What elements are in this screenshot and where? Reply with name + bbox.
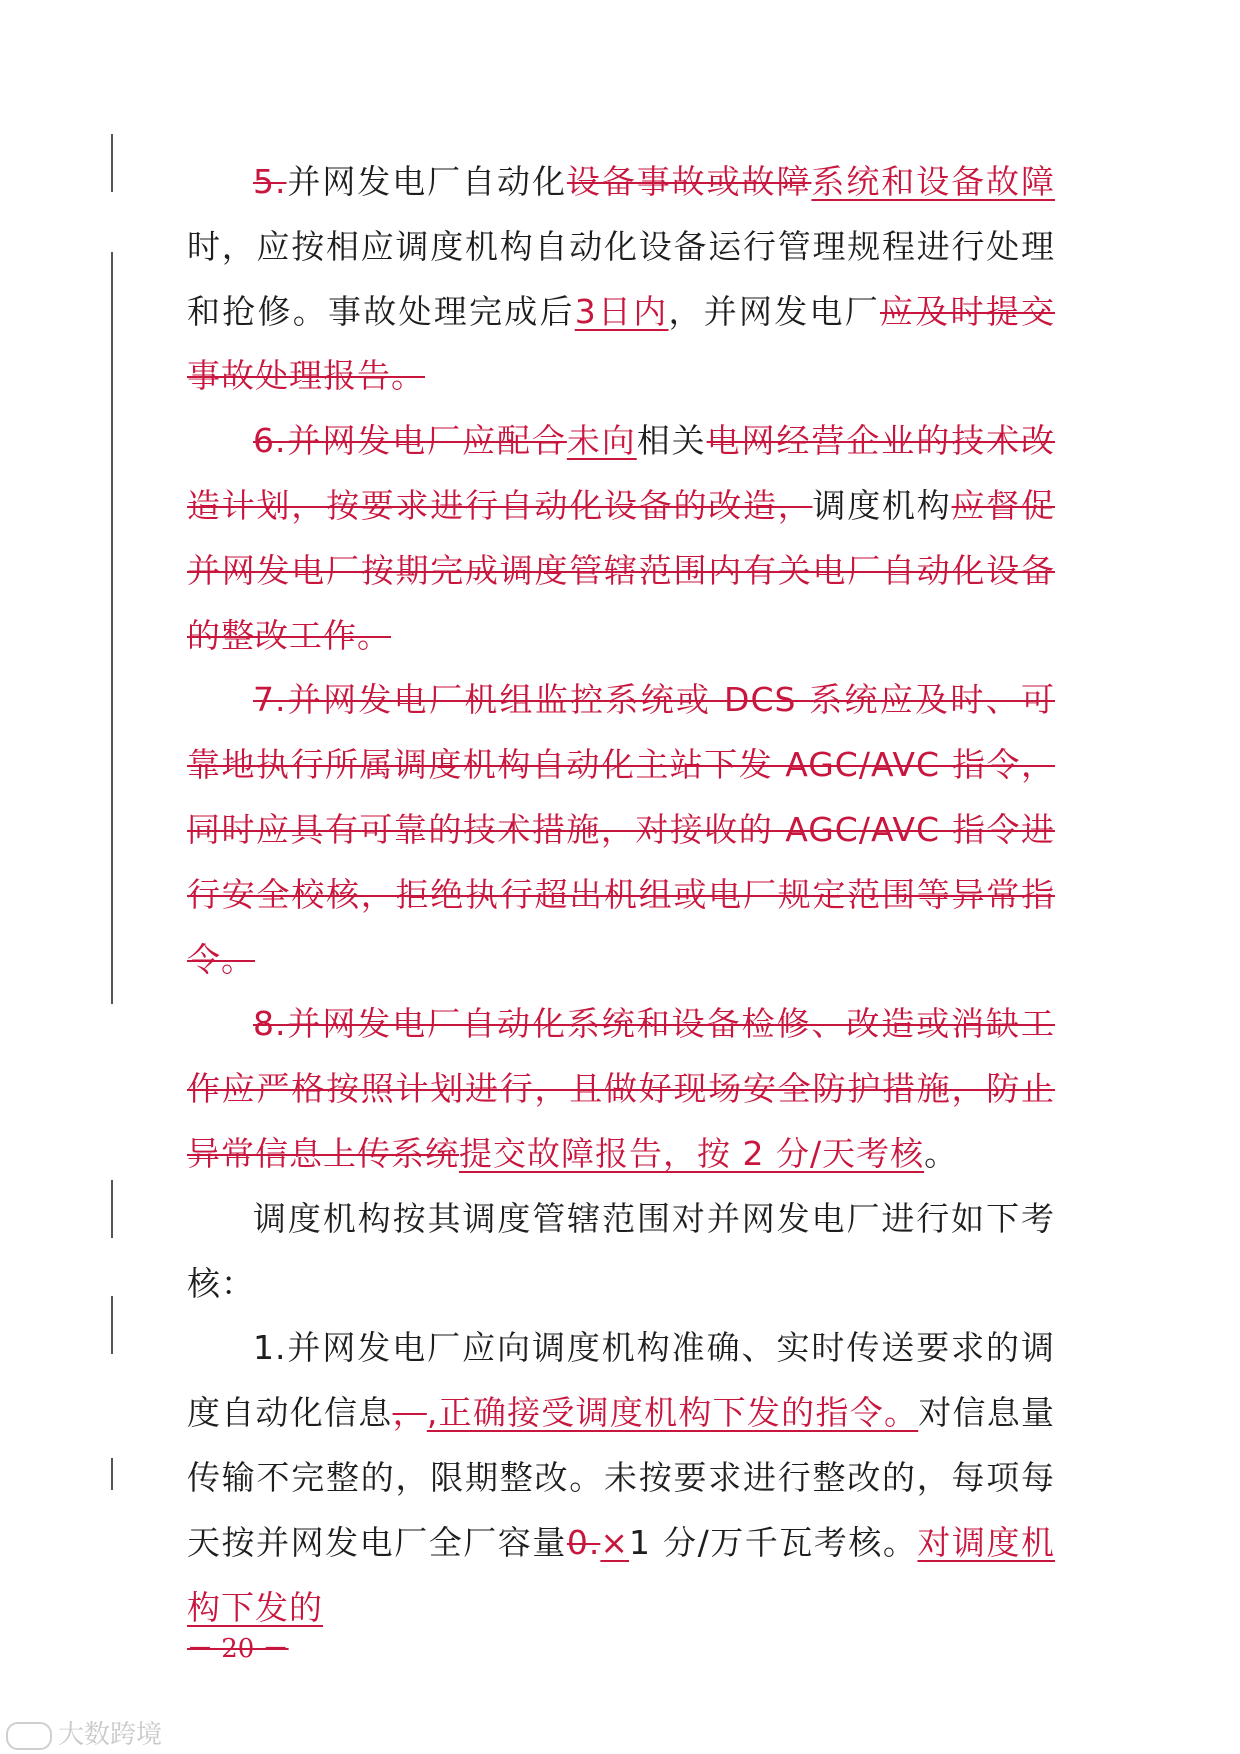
deleted-text: 7.并网发电厂机组监控系统或 DCS 系统应及时、可靠地执行所属调度机构自动化主站下发 AGC/AVC 指令，同时应具有可靠的技术措施，对接收的 AGC/AVC 指令进行安全校核，拒绝执行超出机组或电厂规定范围等异常指令。 — [187, 680, 1055, 979]
revision-bar — [111, 1180, 113, 1238]
body-text: 对信息量传输不完整的，限期整改。未按要求进行整改的，每项每天按并网发电厂全厂容量 — [187, 1393, 1055, 1562]
watermark-text: 大数跨境 — [58, 1720, 163, 1750]
paragraph-1 — [187, 1316, 1055, 1640]
body-text: ，并网发电厂 — [668, 291, 880, 331]
watermark — [6, 1714, 162, 1751]
watermark-logo-icon — [6, 1722, 52, 1750]
inserted-text: 提交故障报告，按 2 分/天考核 — [459, 1133, 925, 1173]
inserted-text: 未向 — [566, 421, 637, 461]
body-text: 。 — [924, 1133, 959, 1173]
intro-paragraph: 调度机构按其调度管辖范围对并网发电厂进行如下考核： — [187, 1198, 1055, 1303]
revision-bar — [111, 1458, 113, 1490]
document-body — [187, 150, 1055, 1640]
deleted-text: 6.并网发电厂应配合 — [253, 421, 567, 461]
paragraph-7 — [187, 668, 1055, 992]
deleted-text: 5. — [253, 162, 287, 201]
paragraph-5 — [187, 150, 1055, 409]
page-number: － 20 － — [187, 1634, 289, 1664]
deleted-text: 应及时提交事故处理报告。 — [187, 291, 1055, 396]
deleted-text: 0. — [566, 1522, 601, 1562]
inserted-text: × — [600, 1522, 630, 1562]
inserted-text: 系统和设备故障 — [811, 162, 1056, 201]
body-text: 调度机构 — [812, 485, 952, 525]
deleted-text: 设备事故或故障 — [566, 162, 812, 201]
deleted-text: ， — [392, 1393, 427, 1433]
body-text: 时，应按相应调度机构自动化设备运行管理规程进行处理和抢修。事故处理完成后 — [187, 226, 1055, 331]
revision-bar — [111, 1296, 113, 1354]
deleted-text: 应督促并网发电厂按期完成调度管辖范围内有关电厂自动化设备的整改工作。 — [187, 485, 1055, 655]
inserted-text: 3日内 — [574, 291, 669, 331]
body-text: 1 分/万千瓦考核。 — [629, 1522, 918, 1562]
paragraph-8 — [187, 992, 1055, 1186]
inserted-text: 对调度机构下发的 — [187, 1522, 1056, 1627]
body-text: 1.并网发电厂应向调度机构准确、实时传送要求的调度自动化信息 — [187, 1328, 1055, 1433]
body-text: 相关 — [636, 421, 707, 461]
revision-bar — [111, 134, 113, 192]
inserted-text: ,正确接受调度机构下发的指令。 — [426, 1393, 919, 1433]
paragraph-6 — [187, 409, 1055, 668]
deleted-text: 8.并网发电厂自动化系统和设备检修、改造或消缺工作应严格按照计划进行，且做好现场安全防护措施，防止异常信息上传系统 — [187, 1004, 1055, 1173]
body-text: 并网发电厂自动化 — [286, 162, 567, 201]
deleted-text: 电网经营企业的技术改造计划，按要求进行自动化设备的改造， — [187, 421, 1056, 525]
revision-bar — [111, 252, 113, 1004]
